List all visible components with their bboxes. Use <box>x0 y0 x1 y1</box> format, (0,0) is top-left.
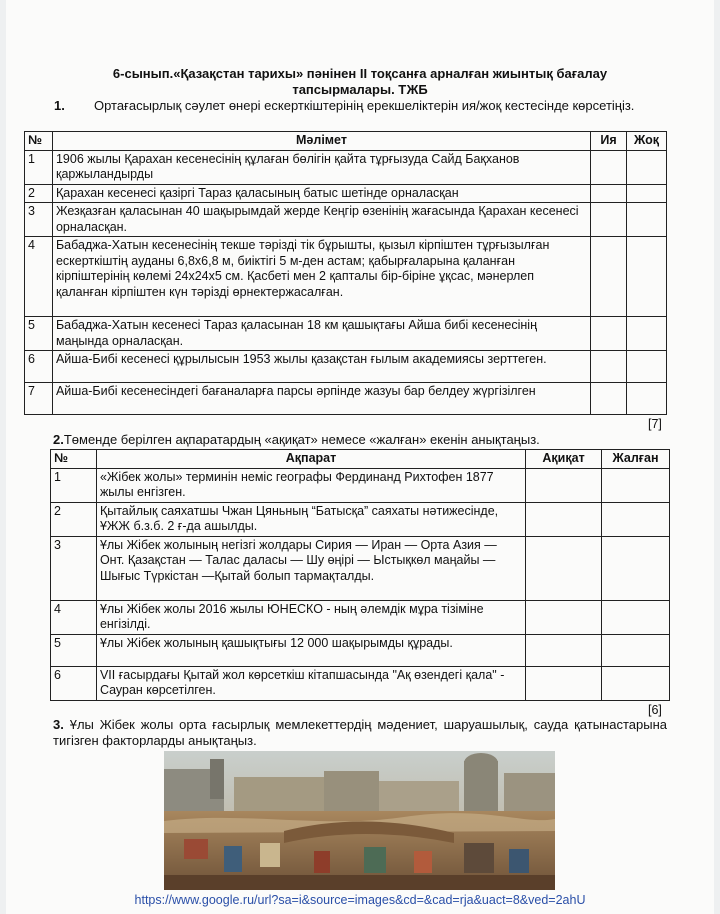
t1-answer-cell-1[interactable] <box>591 184 627 203</box>
t1-header-number: № <box>25 132 53 151</box>
t2-answer-cell-2[interactable] <box>602 502 670 536</box>
t1-answer-cell-2[interactable] <box>626 317 666 351</box>
t1-answer-cell-2[interactable] <box>626 203 666 237</box>
t1-answer-cell-2[interactable] <box>626 150 666 184</box>
t2-answer-cell-1[interactable] <box>526 502 602 536</box>
t2-answer-cell-1[interactable] <box>526 536 602 600</box>
task-2-text: Төменде берілген ақпаратардың «ақиқат» немесе «жалған» екенін анықтаңыз. <box>63 432 540 447</box>
t1-row-text: 1906 жылы Қарахан кесенесінің құлаған бөлігін қайта тұрғызуда Сайд Бақханов қаржыландырды <box>52 150 590 184</box>
task-3-number: 3. <box>53 717 64 732</box>
title-line-1: 6-сынып.«Қазақстан тарихы» пәнінен ІІ тоқсанға арналған жиынтық бағалау <box>112 66 608 81</box>
task-1-text: Ортағасырлық сәулет өнері ескерткіштерінің ерекшеліктерін ия/жоқ кестесінде көрсетіңіз. <box>94 98 635 113</box>
t2-answer-cell-2[interactable] <box>602 634 670 666</box>
task-2-score: [6] <box>648 703 662 717</box>
t2-row <box>51 600 670 634</box>
t2-header-true: Ақиқат <box>526 450 602 469</box>
t1-answer-cell-1[interactable] <box>591 150 627 184</box>
t2-answer-cell-2[interactable] <box>602 468 670 502</box>
task-3-text: Ұлы Жібек жолы орта ғасырлық мемлекеттердің мәдениет, шаруашылық, сауда қатынастарына тигізген факторларды анықтаңыз. <box>53 717 667 748</box>
t1-row <box>25 184 667 203</box>
t2-row-number: 4 <box>51 600 97 634</box>
t2-row <box>51 634 670 666</box>
worksheet-title <box>0 66 720 98</box>
t2-answer-cell-2[interactable] <box>602 600 670 634</box>
t1-row <box>25 317 667 351</box>
t2-row-text: VII ғасырдағы Қытай жол көрсеткіш кітапшасында "Ақ өзендегі қала" - Сауран көрсетілген. <box>96 666 525 700</box>
t2-row-text: Ұлы Жібек жолының қашықтығы 12 000 шақырымды құрады. <box>96 634 525 666</box>
image-source-url[interactable]: https://www.google.ru/url?sa=i&source=images&cd=&cad=rja&uact=8&ved=2ahU <box>134 893 586 907</box>
t1-header-no: Жоқ <box>626 132 666 151</box>
t1-answer-cell-2[interactable] <box>626 351 666 383</box>
t1-answer-cell-1[interactable] <box>591 351 627 383</box>
t2-row <box>51 468 670 502</box>
t1-row-text: Жезқазған қаласынан 40 шақырымдай жерде Кеңгір өзенінің жағасында Қарахан кесенесі орналасқан. <box>52 203 590 237</box>
task-3-prompt <box>53 717 667 749</box>
t1-row-text: Бабаджа-Хатын кесенесі Тараз қаласынан 18 км қашықтағы Айша бибі кесенесінің маңында орналасқан. <box>52 317 590 351</box>
t2-row-number: 3 <box>51 536 97 600</box>
t2-header-number: № <box>51 450 97 469</box>
t1-row-number: 1 <box>25 150 53 184</box>
t1-answer-cell-2[interactable] <box>626 184 666 203</box>
t1-answer-cell-1[interactable] <box>591 383 627 415</box>
t1-row <box>25 383 667 415</box>
t2-answer-cell-1[interactable] <box>526 600 602 634</box>
t1-row-number: 4 <box>25 237 53 317</box>
t1-row-text: Қарахан кесенесі қазіргі Тараз қаласының батыс шетінде орналасқан <box>52 184 590 203</box>
t2-row-number: 5 <box>51 634 97 666</box>
t1-row <box>25 351 667 383</box>
t2-row-text: «Жібек жолы» терминін неміс географы Фердинанд Рихтофен 1877 жылы енгізген. <box>96 468 525 502</box>
task-1-score: [7] <box>648 417 662 431</box>
t1-header-info: Мәлімет <box>52 132 590 151</box>
t2-answer-cell-2[interactable] <box>602 666 670 700</box>
t2-header-info: Ақпарат <box>96 450 525 469</box>
task-1-table <box>24 131 667 415</box>
t1-row <box>25 237 667 317</box>
t2-row <box>51 666 670 700</box>
task-1-prompt <box>26 98 686 114</box>
t2-row-number: 1 <box>51 468 97 502</box>
task-2-prompt <box>53 432 540 447</box>
t1-answer-cell-2[interactable] <box>626 237 666 317</box>
title-line-2: тапсырмалары. ТЖБ <box>292 82 428 97</box>
t1-row <box>25 150 667 184</box>
task-2-table <box>50 449 670 701</box>
t1-answer-cell-1[interactable] <box>591 237 627 317</box>
t1-answer-cell-1[interactable] <box>591 317 627 351</box>
t1-row-number: 3 <box>25 203 53 237</box>
t2-row-number: 2 <box>51 502 97 536</box>
t1-row-number: 7 <box>25 383 53 415</box>
t2-row <box>51 502 670 536</box>
task-1-number: 1. <box>54 98 65 113</box>
t2-answer-cell-1[interactable] <box>526 634 602 666</box>
t2-row <box>51 536 670 600</box>
t1-header-yes: Ия <box>591 132 627 151</box>
t1-row <box>25 203 667 237</box>
t1-row-number: 5 <box>25 317 53 351</box>
t2-row-text: Қытайлық саяхатшы Чжан Цяньның “Батысқа” саяхаты нәтижесінде, ҰЖЖ б.з.б. 2 ғ-да ашылды. <box>96 502 525 536</box>
t2-row-text: Ұлы Жібек жолы 2016 жылы ЮНЕСКО - ның әлемдік мұра тізіміне енгізілді. <box>96 600 525 634</box>
t1-row-number: 2 <box>25 184 53 203</box>
t1-row-text: Айша-Бибі кесенесіндегі бағаналарға парсы әрпінде жазуы бар белдеу жүргізілген <box>52 383 590 415</box>
silk-road-city-illustration <box>164 751 555 890</box>
t1-row-text: Айша-Бибі кесенесі құрылысын 1953 жылы қазақстан ғылым академиясы зерттеген. <box>52 351 590 383</box>
t2-header-false: Жалған <box>602 450 670 469</box>
t2-answer-cell-2[interactable] <box>602 536 670 600</box>
t1-row-text: Бабаджа-Хатын кесенесінің текше тәрізді тік бұрышты, қызыл кірпіштен тұрғызылған ескерткіштің ауданы 6,8х6,8 м, биіктігі 5 м-ден астам; қабырғаларына қаланған кірпіштерінің көлемі 24х24х5 см. Қасбеті мен 2 қапталы бір-біріне ұқсас, мәнерлеп қаланған кірпіштен күн тәрізді өрнектержасалған. <box>52 237 590 317</box>
t1-row-number: 6 <box>25 351 53 383</box>
t2-row-number: 6 <box>51 666 97 700</box>
t1-answer-cell-1[interactable] <box>591 203 627 237</box>
t2-answer-cell-1[interactable] <box>526 666 602 700</box>
t2-row-text: Ұлы Жібек жолының негізгі жолдары Сирия — Иран — Орта Азия — Онт. Қазақстан — Талас даласы — Шу өңірі — Ыстықкөл маңайы — Шығыс Түркістан —Қытай болып тармақталды. <box>96 536 525 600</box>
t2-answer-cell-1[interactable] <box>526 468 602 502</box>
task-2-number: 2. <box>53 432 64 447</box>
t1-answer-cell-2[interactable] <box>626 383 666 415</box>
